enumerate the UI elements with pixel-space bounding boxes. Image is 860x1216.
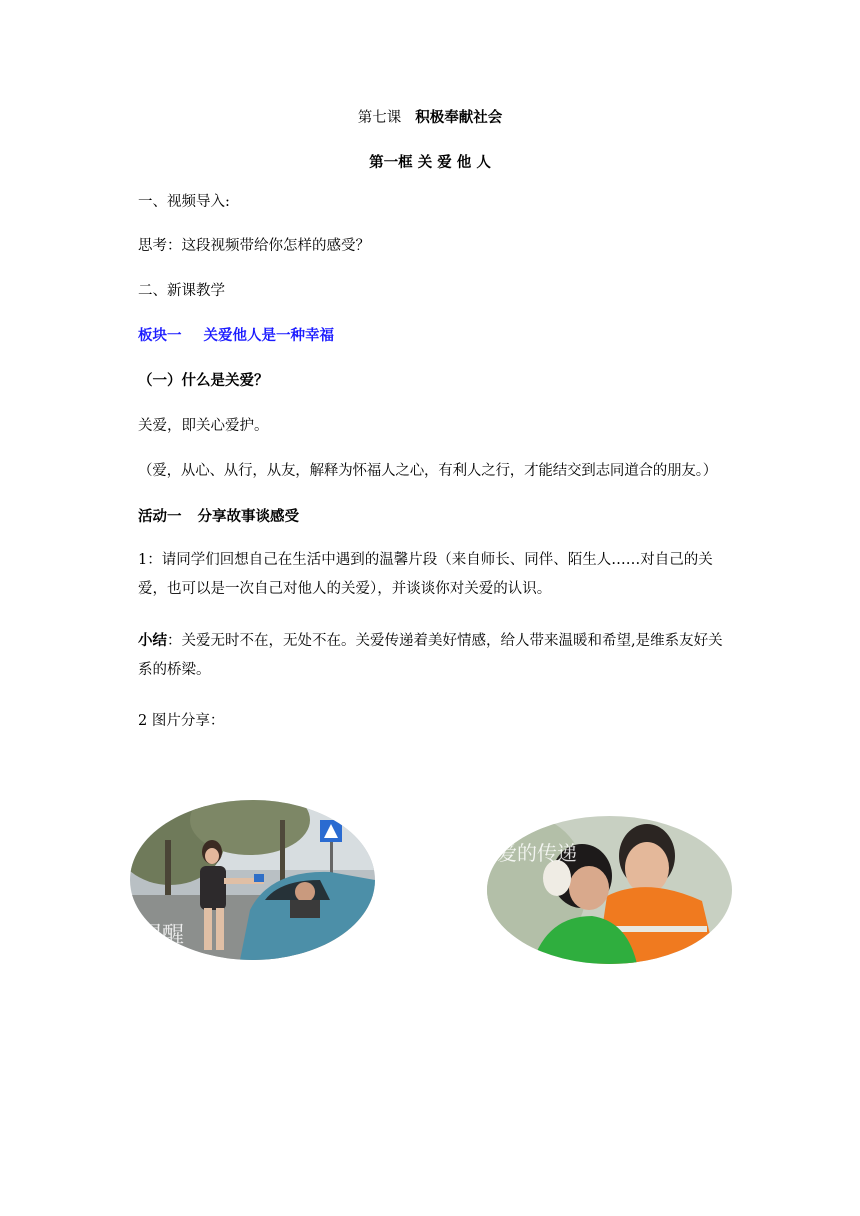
- heading-video-intro: 一、视频导入:: [138, 194, 230, 210]
- care-etymology-note: （爱，从心、从行，从友，解释为怀福人之心，有利人之行，才能结交到志同道合的朋友。）: [138, 463, 718, 479]
- summary-text: ：关爱无时不在，无处不在。关爱传递着美好情感，给人带来温暖和希望,是维系友好关系的桥梁。: [138, 633, 723, 678]
- block-title: 关爱他人是一种幸福: [203, 327, 334, 344]
- heading-new-lesson: 二、新课教学: [138, 283, 225, 299]
- summary-paragraph: [138, 626, 726, 685]
- photo-care-boy: [487, 816, 732, 964]
- lesson-topic: 积极奉献社会: [415, 109, 503, 126]
- left-photo-caption: 提醒: [140, 923, 185, 948]
- think-question: 思考：这段视频带给你怎样的感受？: [138, 238, 370, 254]
- summary-label: 小结: [138, 632, 167, 649]
- activity-heading: [138, 507, 299, 527]
- activity-item-2: 2 图片分享：: [138, 713, 225, 729]
- activity-label: 活动一: [138, 508, 182, 525]
- care-definition: 关爱，即关心爱护。: [138, 418, 269, 434]
- section-subtitle: 第一框 关 爱 他 人: [369, 154, 491, 171]
- lesson-title: [0, 106, 860, 127]
- block-heading: [138, 326, 334, 346]
- activity-item-1: 1：请同学们回想自己在生活中遇到的温馨片段（来自师长、同伴、陌生人……对自己的关爱，也可以是一次自己对他人的关爱），并谈谈你对关爱的认识。: [138, 552, 713, 597]
- question-what-is-care: （一）什么是关爱？: [138, 372, 269, 389]
- photo-street-reminder: [130, 800, 375, 960]
- lesson-number: 第七课: [357, 110, 402, 126]
- activity-title: 分享故事谈感受: [197, 508, 299, 525]
- block-label: 板块一: [138, 327, 182, 344]
- right-photo-caption: 爱的传递: [497, 841, 577, 865]
